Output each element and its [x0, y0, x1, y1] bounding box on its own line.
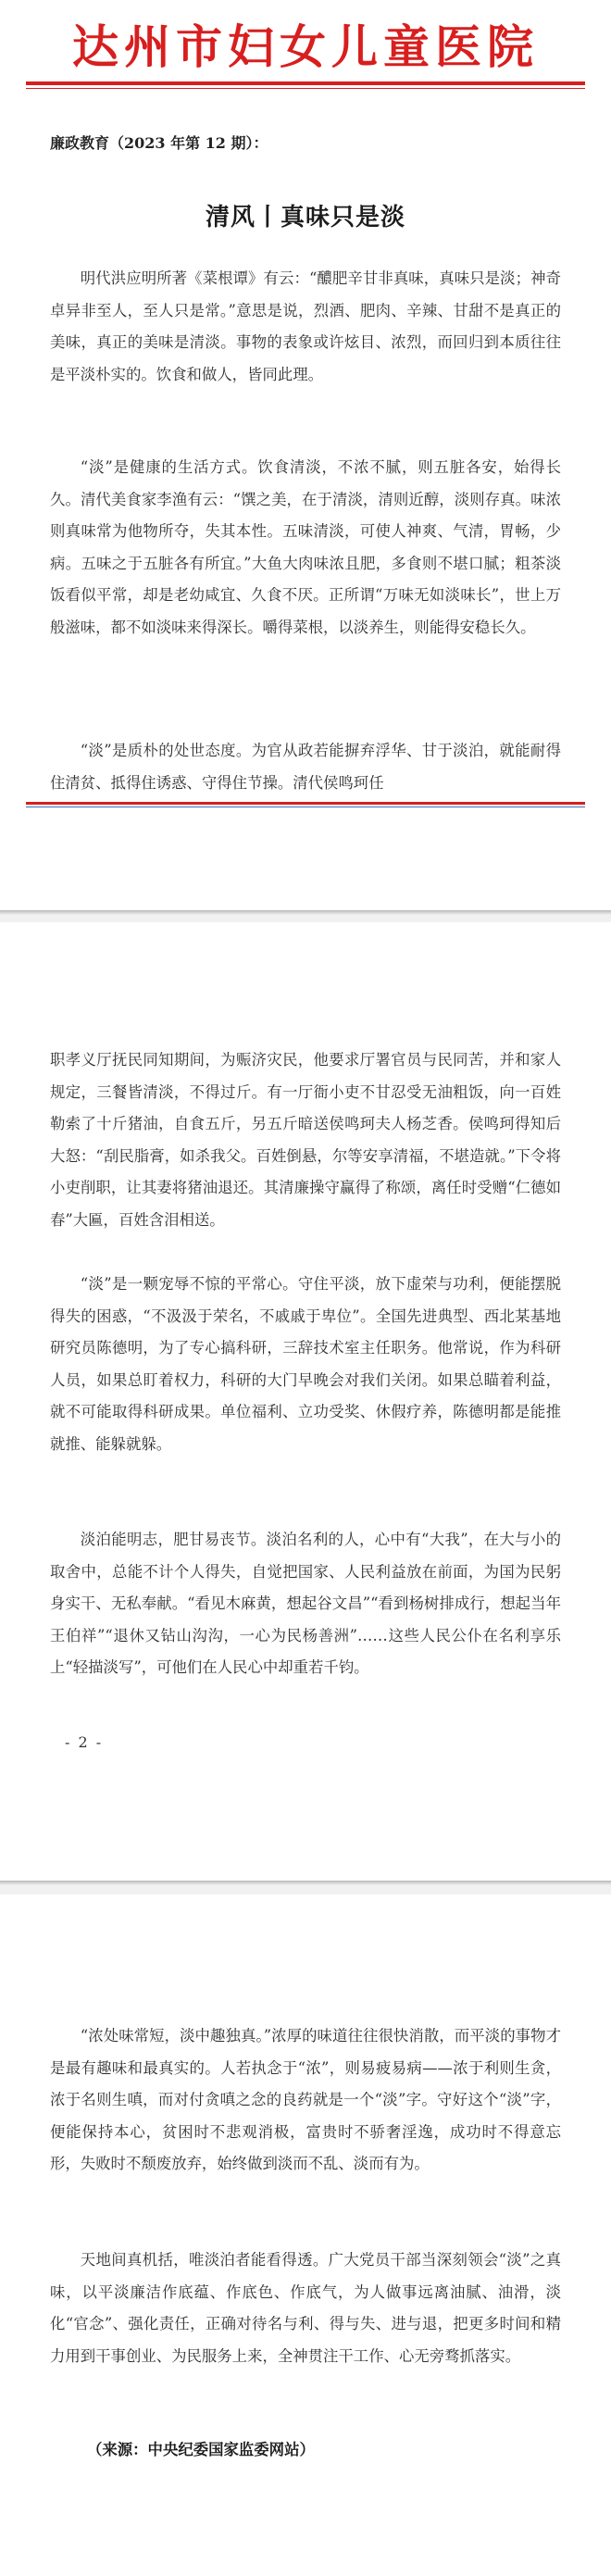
paragraph: 淡泊能明志，肥甘易丧节。淡泊名利的人，心中有“大我”，在大与小的取舍中，总能不计个人得失，自觉把国家、人民利益放在前面，为国为民躬身实干、无私奉献。“看见木麻黄，想起谷文昌”“看到杨树排成行，想起当年王伯祥”“退休又钻山沟沟，一心为民杨善洲”……这些人民公仆在名利享乐上“轻描淡写”，可他们在人民心中却重若千钧。 [50, 1531, 561, 1676]
issue-line: 廉政教育（2023 年第 12 期）： [50, 134, 268, 152]
paragraph: “淡”是一颗宠辱不惊的平常心。守住平淡，放下虚荣与功利，便能摆脱得失的困惑，“不汲汲于荣名，不戚戚于卑位”。全国先进典型、西北某基地研究员陈德明，为了专心搞科研，三辞技术室主任职务。他常说，作为科研人员，如果总盯着权力，科研的大门早晚会对我们关闭。如果总瞄着利益，就不可能取得科研成果。单位福利、立功受奖、休假疗养，陈德明都是能推就推、能躲就躲。 [50, 1275, 561, 1453]
paragraph: 明代洪应明所著《菜根谭》有云：“醲肥辛甘非真味，真味只是淡；神奇卓异非至人，至人只是常。”意思是说，烈酒、肥肉、辛辣、甘甜不是真正的美味，真正的美味是清淡。事物的表象或许炫目、浓烈，而回归到本质往往是平淡朴实的。饮食和做人，皆同此理。 [50, 269, 561, 383]
document-page-3 [0, 1894, 611, 2576]
page-separator [0, 910, 611, 922]
source-attribution: （来源：中央纪委国家监委网站） [87, 2441, 315, 2458]
document-page-1 [0, 0, 611, 910]
paragraph: 职孝义厅抚民同知期间，为赈济灾民，他要求厅署官员与民同苦，并和家人规定，三餐皆清淡，不得过斤。有一厅衙小吏不甘忍受无油粗饭，向一百姓勒索了十斤猪油，自食五斤，另五斤暗送侯鸣珂夫人杨芝香。侯鸣珂得知后大怒：“刮民脂膏，如杀我父。百姓倒悬，尔等安享清福，不堪造就。”下令将小吏削职，让其妻将猪油退还。其清廉操守赢得了称颂，离任时受赠“仁德如春”大匾，百姓含泪相送。 [50, 1051, 561, 1229]
article-title: 清风丨真味只是淡 [205, 204, 405, 231]
page-number: - 2 - [65, 1733, 104, 1751]
paragraph: “淡”是健康的生活方式。饮食清淡，不浓不腻，则五脏各安，始得长久。清代美食家李渔有云：“馔之美，在于清淡，清则近醇，淡则存真。味浓则真味常为他物所夺，失其本性。五味清淡，可使人神爽、气清，胃畅，少病。五味之于五脏各有所宜。”大鱼大肉味浓且肥，多食则不堪口腻；粗茶淡饭看似平常，却是老幼咸宜、久食不厌。正所谓“万味无如淡味长”，世上万般滋味，都不如淡味来得深长。嚼得菜根，以淡养生，则能得安稳长久。 [50, 458, 561, 636]
paragraph: 天地间真机括，唯淡泊者能看得透。广大党员干部当深刻领会“淡”之真味，以平淡廉洁作底蕴、作底色、作底气，为人做事远离油腻、油滑，淡化“官念”、强化责任，正确对待名与利、得与失、进与退，把更多时间和精力用到干事创业、为民服务上来，全神贯注干工作、心无旁骛抓落实。 [50, 2251, 561, 2365]
paragraph: “淡”是质朴的处世态度。为官从政若能摒弃浮华、甘于淡泊，就能耐得住清贫、抵得住诱惑、守得住节操。清代侯鸣珂任 [50, 742, 561, 792]
footer-red-rule [26, 802, 585, 805]
hospital-letterhead-title: 达州市妇女儿童医院 [72, 19, 539, 74]
letterhead-red-thin-rule [26, 88, 585, 89]
letterhead-red-rule [26, 81, 585, 85]
page-separator [0, 1881, 611, 1894]
paragraph: “浓处味常短，淡中趣独真。”浓厚的味道往往很快消散，而平淡的事物才是最有趣味和最真实的。人若执念于“浓”，则易疲易病——浓于利则生贪，浓于名则生嗔，而对付贪嗔之念的良药就是一个“淡”字。守好这个“淡”字，便能保持本心，贫困时不悲观消极，富贵时不骄奢淫逸，成功时不得意忘形，失败时不颓废放弃，始终做到淡而不乱、淡而有为。 [50, 2027, 561, 2172]
